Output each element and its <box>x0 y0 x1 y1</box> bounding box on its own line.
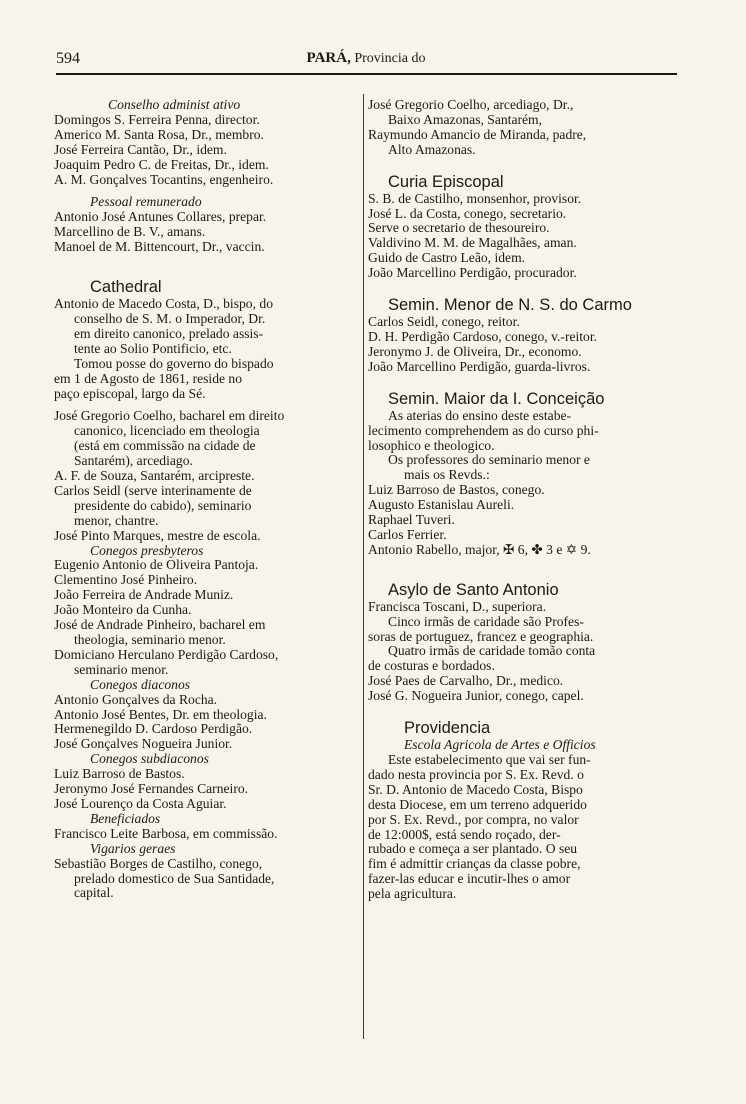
text-line: fim é admittir crianças da classe pobre, <box>368 857 581 872</box>
text-line: de 12:000$, está sendo roçado, der- <box>368 827 561 842</box>
page-number: 594 <box>56 50 80 67</box>
text-line: Conegos diaconos <box>90 677 191 692</box>
text-line: Francisca Toscani, D., superiora. <box>368 599 547 614</box>
text-line: desta Diocese, em um terreno adquerido <box>368 797 587 812</box>
section-heading: Semin. Menor de N. S. do Carmo <box>388 296 632 315</box>
text-line: canonico, licenciado em theologia <box>74 424 260 439</box>
text-line: Conselho administ ativo <box>108 98 241 112</box>
text-line: Luiz Barroso de Bastos, conego. <box>368 483 545 498</box>
text-line: Santarém), arcediago. <box>74 454 193 469</box>
text-line: Antonio José Bentes, Dr. em theologia. <box>54 707 267 722</box>
text-line: Marcellino de B. V., amans. <box>54 225 206 240</box>
text-line: Raphael Tuveri. <box>368 513 455 528</box>
text-line: tente ao Solio Pontificio, etc. <box>74 341 232 356</box>
text-line: Americo M. Santa Rosa, Dr., membro. <box>54 127 264 142</box>
text-line: fazer-las educar e incutir-lhes o amor <box>368 872 571 887</box>
column-divider <box>363 94 364 1039</box>
text-line: José Paes de Carvalho, Dr., medico. <box>368 674 564 689</box>
text-line: José Gonçalves Nogueira Junior. <box>54 737 233 752</box>
text-line: de costuras e bordados. <box>368 659 495 674</box>
text-line: Tomou posse do governo do bispado <box>74 356 274 371</box>
text-line: Escola Agricola de Artes e Officios <box>404 738 596 753</box>
text-line: S. B. de Castilho, monsenhor, provisor. <box>368 191 582 206</box>
text-line: Carlos Ferrier. <box>368 527 447 542</box>
text-line: A. F. de Souza, Santarém, arcipreste. <box>54 469 255 484</box>
text-line: As aterias do ensino deste estabe- <box>388 408 572 423</box>
section-heading: Asylo de Santo Antonio <box>388 580 559 599</box>
text-line: Antonio de Macedo Costa, D., bispo, do <box>54 297 273 312</box>
text-line: losophico e theologico. <box>368 438 495 453</box>
text-line: José Pinto Marques, mestre de escola. <box>54 528 261 543</box>
text-line: paço episcopal, largo da Sé. <box>54 386 206 401</box>
header-rule <box>56 73 677 75</box>
section-heading: Semin. Maior da I. Conceição <box>388 389 605 408</box>
text-line: soras de portuguez, francez e geographia. <box>368 629 594 644</box>
text-line: Serve o secretario de thesoureiro. <box>368 221 550 236</box>
text-line: Augusto Estanislau Aureli. <box>368 498 515 513</box>
spacer <box>368 375 678 389</box>
text-line: Conegos presbyteros <box>90 543 204 558</box>
text-line: Raymundo Amancio de Miranda, padre, <box>368 127 587 142</box>
text-line: José G. Nogueira Junior, conego, capel. <box>368 689 584 704</box>
text-line: em 1 de Agosto de 1861, reside no <box>54 371 243 386</box>
text-line: prelado domestico de Sua Santidade, <box>74 871 275 886</box>
text-line: theologia, seminario menor. <box>74 633 226 647</box>
spacer <box>54 255 362 277</box>
text-line: Pessoal remunerado <box>90 195 202 210</box>
page-header <box>56 50 676 74</box>
text-line: dado nesta provincia por S. Ex. Revd. o <box>368 767 584 782</box>
section-heading: Curia Episcopal <box>388 172 504 191</box>
text-line: João Monteiro da Cunha. <box>54 603 192 618</box>
text-line: Antonio Rabello, major, ✠ 6, ✤ 3 e ✡ 9. <box>368 542 591 557</box>
text-line: Eugenio Antonio de Oliveira Pantoja. <box>54 558 259 573</box>
text-line: conselho de S. M. o Imperador, Dr. <box>74 311 266 326</box>
text-line: Jeronymo José Fernandes Carneiro. <box>54 782 249 797</box>
text-line: pela agricultura. <box>368 887 457 902</box>
text-line: Antonio José Antunes Collares, prepar. <box>54 210 267 225</box>
text-line: Sebastião Borges de Castilho, conego, <box>54 856 263 871</box>
text-line: em direito canonico, prelado assis- <box>74 326 264 341</box>
text-line: Jeronymo J. de Oliveira, Dr., economo. <box>368 344 582 359</box>
section-heading: Cathedral <box>90 278 162 297</box>
spacer <box>368 158 678 172</box>
spacer <box>54 401 362 409</box>
spacer <box>368 704 678 718</box>
text-line: capital. <box>74 886 114 901</box>
text-line: Este estabelecimento que vai ser fun- <box>388 753 591 767</box>
left-column <box>54 98 362 901</box>
text-line: Guido de Castro Leão, idem. <box>368 251 526 266</box>
section-heading: Providencia <box>404 719 491 738</box>
text-line: João Marcellino Perdigão, procurador. <box>368 266 577 281</box>
text-line: presidente do cabido), seminario <box>74 498 252 513</box>
text-line: seminario menor. <box>74 662 169 677</box>
text-line: Joaquim Pedro C. de Freitas, Dr., idem. <box>54 157 269 172</box>
text-line: João Ferreira de Andrade Muniz. <box>54 588 234 603</box>
text-line: A. M. Gonçalves Tocantins, engenheiro. <box>54 172 274 187</box>
text-line: João Marcellino Perdigão, guarda-livros. <box>368 359 591 374</box>
text-line: menor, chantre. <box>74 513 159 528</box>
text-line: Sr. D. Antonio de Macedo Costa, Bispo <box>368 782 583 797</box>
running-title-province: PARÁ, <box>306 50 351 66</box>
text-line: Valdivino M. M. de Magalhães, aman. <box>368 236 577 251</box>
text-line: Quatro irmãs de caridade tomão conta <box>388 644 596 659</box>
text-line: Conegos subdiaconos <box>90 752 209 767</box>
text-line: Beneficiados <box>90 811 161 826</box>
text-line: mais os Revds.: <box>404 468 490 483</box>
text-line: Domingos S. Ferreira Penna, director. <box>54 112 260 127</box>
text-line: José Ferreira Cantão, Dr., idem. <box>54 142 227 157</box>
running-title <box>56 50 676 67</box>
text-line: Carlos Seidl (serve interinamente de <box>54 483 252 498</box>
text-line: lecimento comprehendem as do curso phi- <box>368 423 599 438</box>
spacer <box>368 558 678 580</box>
text-line: Luiz Barroso de Bastos. <box>54 767 185 782</box>
text-line: por S. Ex. Revd., por compra, no valor <box>368 812 579 827</box>
running-title-rest: Provincia do <box>350 51 426 66</box>
text-line: Domiciano Herculano Perdigão Cardoso, <box>54 647 279 662</box>
text-line: Clementino José Pinheiro. <box>54 573 198 588</box>
text-line: D. H. Perdigão Cardoso, conego, v.-reitor. <box>368 329 598 344</box>
text-line: Vigarios geraes <box>90 841 176 856</box>
right-column <box>368 98 678 902</box>
text-line: Carlos Seidl, conego, reitor. <box>368 315 520 330</box>
spacer <box>54 187 362 195</box>
text-line: Francisco Leite Barbosa, em commissão. <box>54 826 278 841</box>
text-line: Baixo Amazonas, Santarém, <box>388 112 543 127</box>
text-line: José Gregorio Coelho, arcediago, Dr., <box>368 98 574 112</box>
text-line: José L. da Costa, conego, secretario. <box>368 206 567 221</box>
text-line: rubado e começa a ser plantado. O seu <box>368 842 578 857</box>
text-line: Alto Amazonas. <box>388 142 476 157</box>
text-line: José Lourenço da Costa Aguiar. <box>54 796 227 811</box>
text-line: José de Andrade Pinheiro, bacharel em <box>54 618 266 633</box>
text-line: Hermenegildo D. Cardoso Perdigão. <box>54 722 253 737</box>
text-line: José Gregorio Coelho, bacharel em direito <box>54 409 285 424</box>
text-line: Manoel de M. Bittencourt, Dr., vaccin. <box>54 240 265 255</box>
spacer <box>368 281 678 295</box>
text-line: Os professores do seminario menor e <box>388 453 590 468</box>
text-line: Cinco irmãs de caridade são Profes- <box>388 614 584 629</box>
text-line: (está em commissão na cidade de <box>74 439 256 454</box>
text-line: Antonio Gonçalves da Rocha. <box>54 692 218 707</box>
